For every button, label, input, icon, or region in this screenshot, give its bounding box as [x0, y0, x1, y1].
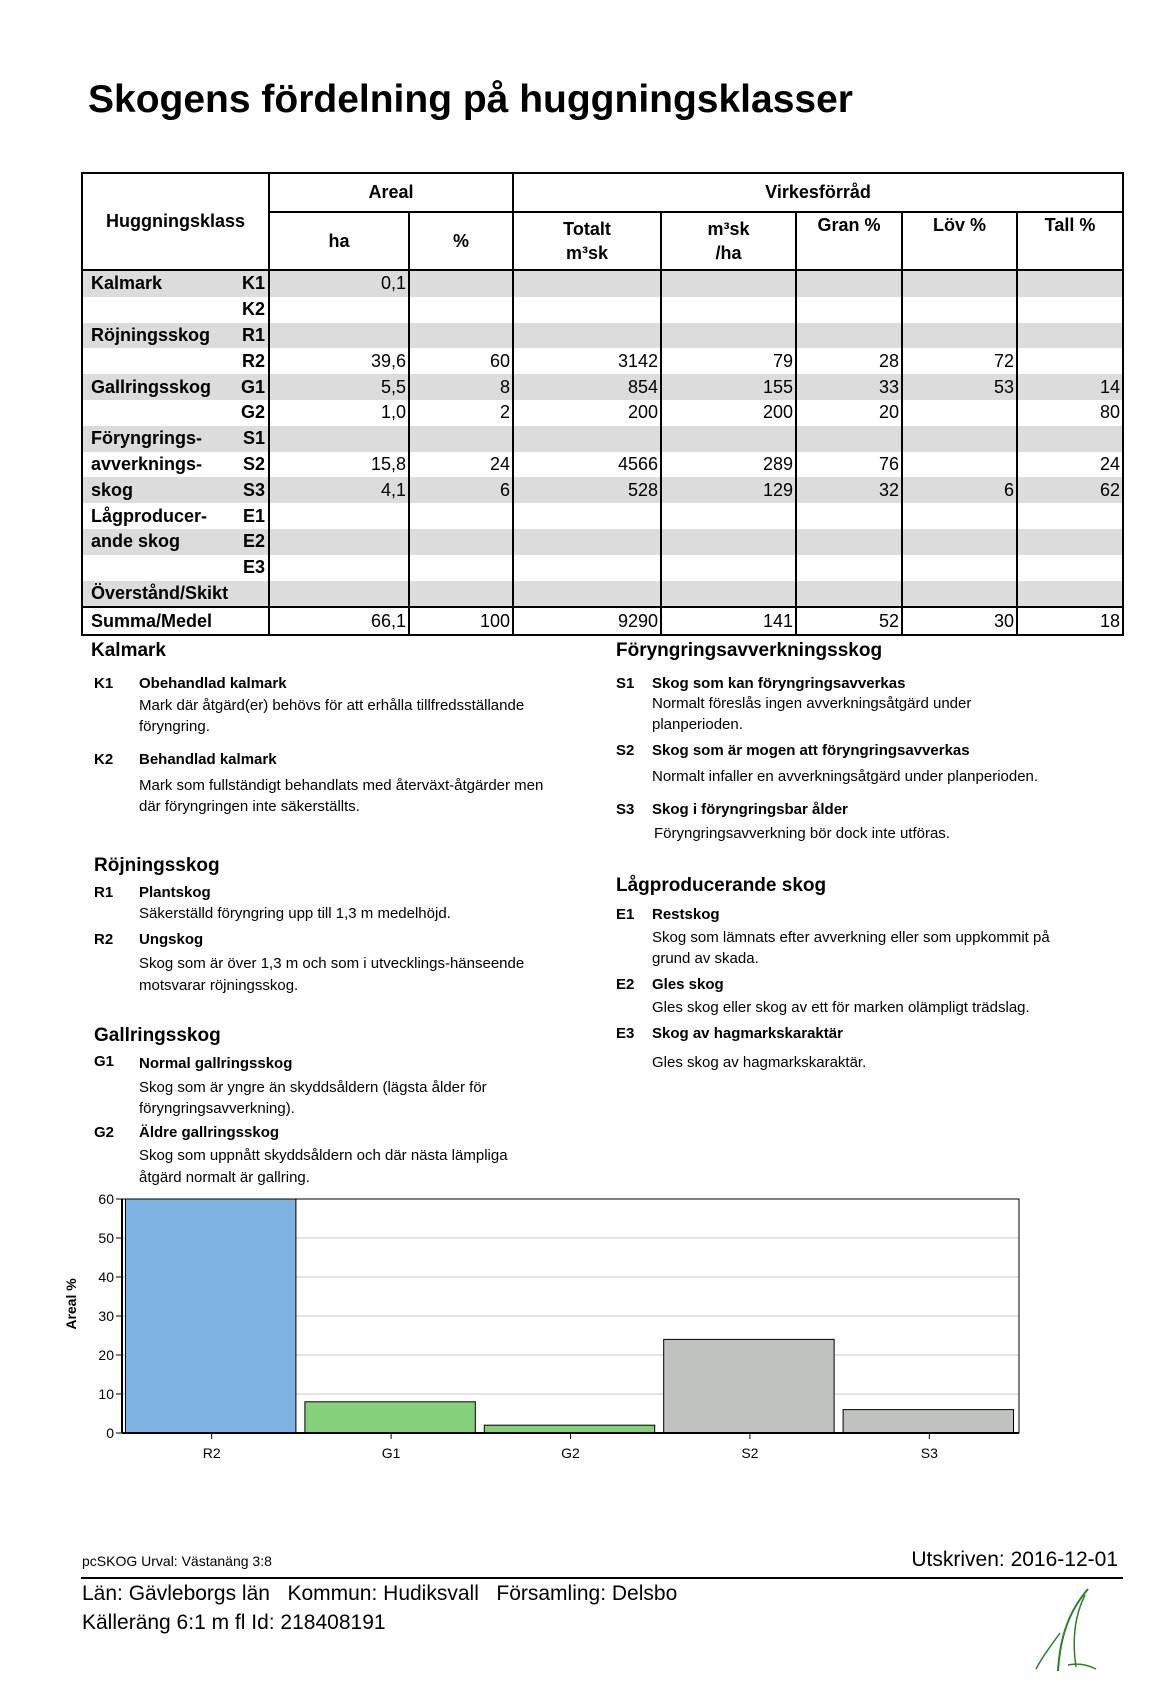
cell-ha [269, 297, 409, 323]
legend-code-s1: S1 [616, 675, 635, 692]
cell-tall: 80 [1017, 400, 1123, 426]
cell-m3ha: 289 [661, 452, 796, 478]
footer-property-id: Källeräng 6:1 m fl Id: 218408191 [82, 1611, 386, 1634]
legend-desc-e2-1: Gles skog eller skog av ett för marken olämpligt trädslag. [652, 999, 1030, 1016]
cell-m3ha: 200 [661, 400, 796, 426]
bar [125, 1199, 295, 1433]
bar [664, 1339, 834, 1433]
cell-tot: 528 [513, 477, 661, 503]
header-lov: Löv % [902, 212, 1017, 270]
cell-ha [269, 323, 409, 349]
cell-tot: 4566 [513, 452, 661, 478]
y-tick-label: 0 [106, 1425, 114, 1441]
legend-desc-e1-1: Skog som lämnats efter avverkning eller som uppkommit på [652, 929, 1050, 946]
cell-tall [1017, 323, 1123, 349]
cell-tall [1017, 581, 1123, 608]
header-virke: Virkesförråd [513, 173, 1123, 212]
cell-lov [902, 297, 1017, 323]
legend-term-e3: Skog av hagmarkskaraktär [652, 1025, 843, 1042]
cell-tall [1017, 297, 1123, 323]
table-row [82, 426, 1123, 452]
y-tick-label: 30 [98, 1308, 114, 1324]
row-class-name [82, 400, 236, 426]
row-class-name: skog [82, 477, 236, 503]
row-class-name [82, 348, 236, 374]
legend-desc-r2-1: Skog som är över 1,3 m och som i utvecklings-hänseende [139, 955, 525, 972]
legend-code-s2: S2 [616, 742, 635, 759]
cell-gran: 28 [796, 348, 902, 374]
legend-term-s2: Skog som är mogen att föryngringsavverkas [652, 742, 970, 759]
cell-pct: 60 [409, 348, 513, 374]
row-class-code: S1 [236, 426, 269, 452]
bar [843, 1410, 1013, 1433]
cell-tot [513, 555, 661, 581]
table-row [82, 529, 1123, 555]
cell-pct: 24 [409, 452, 513, 478]
cell-lov [902, 323, 1017, 349]
sum-lov: 30 [902, 607, 1017, 635]
cell-ha: 15,8 [269, 452, 409, 478]
cell-ha [269, 503, 409, 529]
cell-gran [796, 297, 902, 323]
cell-lov: 53 [902, 374, 1017, 400]
header-m3ha: m³sk /ha [661, 212, 796, 270]
legend-code-s3: S3 [616, 801, 635, 818]
cell-m3ha: 79 [661, 348, 796, 374]
legend-desc-k2-2: där föryngringen inte säkerställts. [139, 798, 360, 815]
cell-tot [513, 297, 661, 323]
cell-m3ha [661, 529, 796, 555]
cell-tall [1017, 426, 1123, 452]
header-class: Huggningsklass [82, 173, 269, 270]
cell-ha: 39,6 [269, 348, 409, 374]
cell-pct [409, 323, 513, 349]
cell-ha [269, 555, 409, 581]
cell-pct [409, 581, 513, 608]
cell-m3ha [661, 270, 796, 297]
cell-m3ha [661, 426, 796, 452]
row-class-code: S2 [242, 453, 265, 474]
sum-pct: 100 [409, 607, 513, 635]
bar [484, 1425, 654, 1433]
table-sum-row [82, 607, 1123, 635]
row-class-name: Föryngrings- [82, 426, 236, 452]
bar [305, 1402, 475, 1433]
cell-tall [1017, 270, 1123, 297]
cell-m3ha [661, 323, 796, 349]
cell-pct [409, 297, 513, 323]
legend-code-e3: E3 [616, 1025, 635, 1042]
cell-gran [796, 581, 902, 608]
cell-tall: 14 [1017, 374, 1123, 400]
cell-pct [409, 555, 513, 581]
cell-lov [902, 452, 1017, 478]
row-class-code: S3 [236, 477, 269, 503]
cell-ha [269, 426, 409, 452]
cell-ha: 1,0 [269, 400, 409, 426]
legend-desc-s1-2: planperioden. [652, 716, 743, 733]
cell-gran [796, 426, 902, 452]
header-areal: Areal [269, 173, 513, 212]
row-class-code: E2 [236, 529, 269, 555]
table-row [82, 323, 1123, 349]
header-ha: ha [269, 212, 409, 270]
page-title: Skogens fördelning på huggningsklasser [88, 78, 853, 121]
legend-desc-r2-2: motsvarar röjningsskog. [139, 977, 299, 994]
row-class-name: Överstånd/Skikt [82, 581, 269, 608]
sum-m3ha: 141 [661, 607, 796, 635]
cell-gran: 76 [796, 452, 902, 478]
cell-m3ha [661, 503, 796, 529]
table-row [82, 555, 1123, 581]
cell-lov [902, 529, 1017, 555]
legend-desc-s3-1: Föryngringsavverkning bör dock inte utföras. [654, 825, 950, 842]
cell-ha [269, 529, 409, 555]
legend-term-e2: Gles skog [652, 976, 724, 993]
row-class-code: E3 [242, 557, 265, 578]
x-tick-label: G2 [561, 1445, 580, 1461]
row-class-name [82, 555, 236, 581]
legend-desc-k1-2: föryngring. [139, 718, 210, 735]
y-tick-label: 40 [98, 1269, 114, 1285]
table-row [82, 374, 1123, 400]
cell-tot: 854 [513, 374, 661, 400]
y-tick-label: 50 [98, 1230, 114, 1246]
row-class-name: Röjningsskog [82, 323, 236, 349]
legend-heading-rojning: Röjningsskog [94, 855, 220, 876]
legend-code-r1: R1 [94, 884, 114, 901]
cell-m3ha: 129 [661, 477, 796, 503]
cell-m3ha [661, 297, 796, 323]
row-class-code: E1 [242, 505, 265, 526]
cell-pct [409, 529, 513, 555]
row-class-code: K2 [241, 299, 265, 320]
table-row [82, 503, 1123, 529]
cell-pct [409, 503, 513, 529]
cell-pct: 2 [409, 400, 513, 426]
cell-tot [513, 426, 661, 452]
legend-heading-foryngring: Föryngringsavverkningsskog [616, 640, 883, 661]
row-class-name: Kalmark [82, 270, 236, 297]
legend-heading-kalmark: Kalmark [91, 640, 166, 661]
cell-tot [513, 270, 661, 297]
legend-desc-s1-1: Normalt föreslås ingen avverkningsåtgärd under [652, 695, 972, 712]
legend-term-r1: Plantskog [139, 884, 211, 901]
x-tick-label: G1 [381, 1445, 401, 1461]
cell-ha: 4,1 [269, 477, 409, 503]
y-tick-label: 20 [98, 1347, 114, 1363]
cell-pct: 8 [409, 374, 513, 400]
footer-divider [81, 1577, 1123, 1579]
legend-term-g2: Äldre gallringsskog [139, 1124, 280, 1141]
legend-desc-e1-2: grund av skada. [652, 950, 759, 967]
row-class-code: R1 [236, 323, 269, 349]
cell-gran [796, 503, 902, 529]
footer-program: pcSKOG Urval: Västanäng 3:8 [82, 1553, 272, 1569]
cell-tot: 3142 [513, 348, 661, 374]
legend-heading-lagprod: Lågproducerande skog [616, 875, 827, 896]
cell-gran [796, 270, 902, 297]
table-row [82, 270, 1123, 297]
footer-printed-date: Utskriven: 2016-12-01 [911, 1548, 1118, 1571]
table-row [82, 297, 1123, 323]
legend-code-k1: K1 [94, 675, 114, 692]
cell-gran [796, 323, 902, 349]
row-class-name: Lågproducer- [82, 503, 236, 529]
cell-m3ha: 155 [661, 374, 796, 400]
cell-pct [409, 426, 513, 452]
cell-lov: 6 [902, 477, 1017, 503]
legend-code-g1: G1 [94, 1053, 115, 1070]
cell-tot [513, 581, 661, 608]
legend-desc-s2-1: Normalt infaller en avverkningsåtgärd under planperioden. [652, 768, 1039, 785]
x-tick-label: S2 [741, 1445, 759, 1461]
cell-ha: 0,1 [269, 270, 409, 297]
sum-ha: 66,1 [269, 607, 409, 635]
cell-lov [902, 426, 1017, 452]
sum-label: Summa/Medel [82, 607, 269, 635]
cell-gran: 33 [796, 374, 902, 400]
legend-code-g2: G2 [94, 1124, 115, 1141]
cell-m3ha [661, 555, 796, 581]
cell-tall [1017, 555, 1123, 581]
cell-lov [902, 270, 1017, 297]
row-class-name [82, 297, 236, 323]
cell-pct [409, 270, 513, 297]
footer-location: Län: Gävleborgs län Kommun: Hudiksvall Församling: Delsbo [82, 1582, 678, 1605]
areal-bar-chart [60, 1188, 1120, 1488]
row-class-code: G2 [240, 402, 265, 423]
header-totalt: Totalt m³sk [513, 212, 661, 270]
legend-term-e1: Restskog [652, 906, 720, 923]
legend-code-k2: K2 [94, 751, 114, 768]
cell-gran [796, 555, 902, 581]
cell-tot [513, 323, 661, 349]
header-pct: % [409, 212, 513, 270]
y-tick-label: 10 [98, 1386, 114, 1402]
legend-desc-k2-1: Mark som fullständigt behandlats med återväxt-åtgärder men [139, 777, 544, 794]
cell-tall [1017, 503, 1123, 529]
legend-desc-g2-2: åtgärd normalt är gallring. [139, 1169, 310, 1186]
cell-lov [902, 503, 1017, 529]
cell-lov [902, 555, 1017, 581]
legend-heading-gallring: Gallringsskog [94, 1025, 221, 1046]
row-class-code: R2 [241, 350, 265, 371]
cell-tall [1017, 348, 1123, 374]
legend-term-s3: Skog i föryngringsbar ålder [652, 801, 848, 818]
header-gran: Gran % [796, 212, 902, 270]
cell-gran: 32 [796, 477, 902, 503]
table-row [82, 581, 1123, 608]
tree-logo-icon [1030, 1585, 1100, 1675]
cell-tot: 200 [513, 400, 661, 426]
table-row [82, 348, 1123, 374]
legend-term-k1: Obehandlad kalmark [139, 675, 287, 692]
legend-desc-r1-1: Säkerställd föryngring upp till 1,3 m medelhöjd. [139, 905, 451, 922]
legend-code-e2: E2 [616, 976, 635, 993]
cell-gran [796, 529, 902, 555]
x-tick-label: R2 [202, 1445, 221, 1461]
legend-desc-g1-2: föryngringsavverkning). [139, 1100, 295, 1117]
cell-tall [1017, 529, 1123, 555]
cell-pct: 6 [409, 477, 513, 503]
header-tall: Tall % [1017, 212, 1123, 270]
cell-gran: 20 [796, 400, 902, 426]
cell-lov: 72 [902, 348, 1017, 374]
row-class-code: K1 [236, 270, 269, 297]
y-axis-label: Areal % [63, 1278, 79, 1330]
cell-tall: 24 [1017, 452, 1123, 478]
legend-term-r2: Ungskog [139, 931, 204, 948]
y-tick-label: 60 [98, 1191, 114, 1207]
sum-tot: 9290 [513, 607, 661, 635]
legend-desc-e3-1: Gles skog av hagmarkskaraktär. [652, 1054, 867, 1071]
table-row [82, 452, 1123, 478]
x-tick-label: S3 [920, 1445, 938, 1461]
cell-m3ha [661, 581, 796, 608]
legend-code-e1: E1 [616, 906, 635, 923]
cell-ha: 5,5 [269, 374, 409, 400]
legend-term-g1: Normal gallringsskog [139, 1055, 293, 1072]
class-distribution-table [81, 172, 1124, 636]
row-class-name: ande skog [82, 529, 236, 555]
legend-term-s1: Skog som kan föryngringsavverkas [652, 675, 906, 692]
cell-tot [513, 529, 661, 555]
sum-gran: 52 [796, 607, 902, 635]
table-row [82, 477, 1123, 503]
cell-lov [902, 581, 1017, 608]
sum-tall: 18 [1017, 607, 1123, 635]
cell-tall: 62 [1017, 477, 1123, 503]
row-class-code: G1 [236, 374, 269, 400]
table-row [82, 400, 1123, 426]
row-class-name: Gallringsskog [82, 374, 236, 400]
legend-desc-g1-1: Skog som är yngre än skyddsåldern (lägsta ålder för [139, 1079, 487, 1096]
legend-desc-g2-1: Skog som uppnått skyddsåldern och där nästa lämpliga [139, 1147, 508, 1164]
row-class-name: avverknings- [82, 452, 236, 478]
legend-code-r2: R2 [94, 931, 114, 948]
cell-ha [269, 581, 409, 608]
cell-lov [902, 400, 1017, 426]
legend-term-k2: Behandlad kalmark [139, 751, 277, 768]
cell-tot [513, 503, 661, 529]
legend-desc-k1-1: Mark där åtgärd(er) behövs för att erhålla tillfredsställande [139, 697, 525, 714]
